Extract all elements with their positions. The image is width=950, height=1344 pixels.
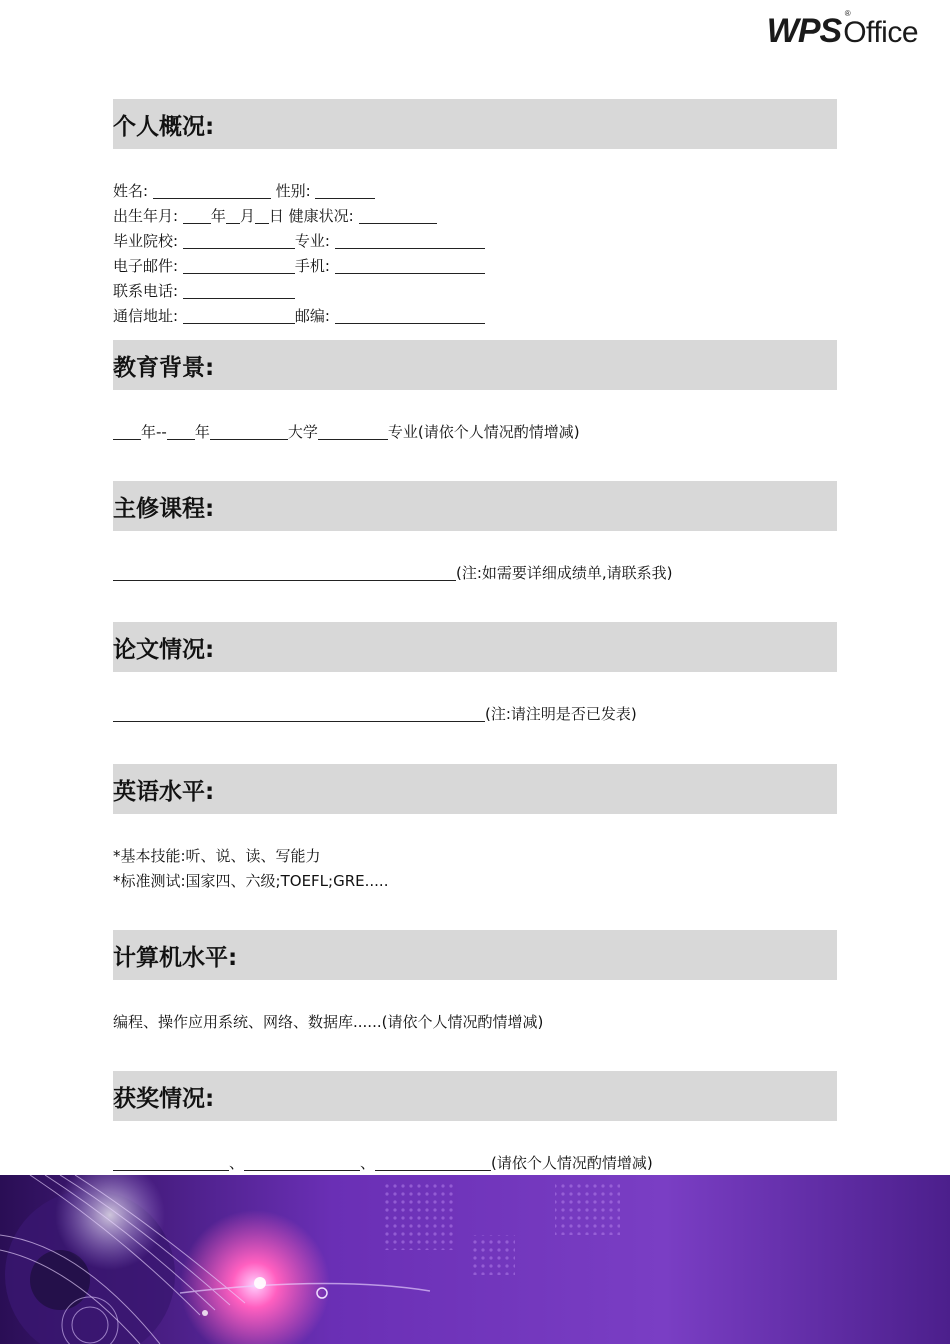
label-year: 年	[210, 207, 226, 225]
label-mobile: 手机:	[294, 257, 330, 275]
english-lines	[113, 844, 388, 894]
label-gender: 性别:	[275, 182, 311, 200]
label-major: 专业:	[294, 232, 330, 250]
blank-mobile[interactable]	[335, 256, 485, 274]
label-email: 电子邮件:	[113, 257, 179, 275]
edu-major-note: 专业(请依个人情况酌情增减)	[387, 423, 580, 441]
section-computer	[113, 930, 837, 980]
blank-health[interactable]	[359, 206, 437, 224]
courses-line	[113, 561, 673, 586]
english-standard-tests: *标准测试:国家四、六级;TOEFL;GRE.....	[113, 872, 389, 890]
row-phone	[113, 279, 485, 304]
label-name: 姓名:	[113, 182, 149, 200]
edu-year-2: 年	[194, 423, 210, 441]
english-basic-skills: *基本技能:听、说、读、写能力	[113, 847, 321, 865]
logo-office-text: Office	[843, 16, 918, 49]
section-courses	[113, 481, 837, 531]
row-school-major	[113, 229, 485, 254]
logo-wps-text: WPS	[766, 12, 842, 50]
blank-university[interactable]	[210, 422, 288, 440]
label-health: 健康状况:	[288, 207, 354, 225]
label-birth: 出生年月:	[113, 207, 179, 225]
blank-email[interactable]	[183, 256, 295, 274]
section-awards	[113, 1071, 837, 1121]
label-day: 日	[268, 207, 284, 225]
computer-line	[113, 1010, 543, 1035]
blank-birth-day[interactable]	[255, 206, 269, 224]
row-email-mobile	[113, 254, 485, 279]
label-postcode: 邮编:	[294, 307, 330, 325]
edu-year-1: 年--	[141, 423, 167, 441]
thesis-line	[113, 702, 637, 727]
section-education	[113, 340, 837, 390]
section-title-courses: 主修课程:	[113, 481, 837, 531]
label-phone: 联系电话:	[113, 282, 179, 300]
section-title-thesis: 论文情况:	[113, 622, 837, 672]
blank-edu-major[interactable]	[318, 422, 388, 440]
row-birth-health	[113, 204, 485, 229]
row-name-gender	[113, 179, 485, 204]
awards-line	[113, 1151, 653, 1176]
blank-thesis[interactable]	[113, 704, 485, 722]
blank-school[interactable]	[183, 231, 295, 249]
computer-text: 编程、操作应用系统、网络、数据库......(请依个人情况酌情增减)	[113, 1013, 544, 1031]
thesis-note: (注:请注明是否已发表)	[485, 705, 637, 723]
blank-phone[interactable]	[183, 281, 295, 299]
blank-name[interactable]	[153, 181, 271, 199]
banner-graphic	[0, 1175, 950, 1344]
blank-gender[interactable]	[315, 181, 375, 199]
blank-award-3[interactable]	[375, 1153, 491, 1171]
decorative-banner	[0, 1175, 950, 1344]
blank-postcode[interactable]	[335, 306, 485, 324]
wps-office-logo	[766, 9, 918, 50]
label-address: 通信地址:	[113, 307, 179, 325]
blank-award-1[interactable]	[113, 1153, 229, 1171]
edu-university: 大学	[287, 423, 318, 441]
blank-address[interactable]	[183, 306, 295, 324]
blank-major[interactable]	[335, 231, 485, 249]
section-title-education: 教育背景:	[113, 340, 837, 390]
row-address-postcode	[113, 304, 485, 329]
personal-fields	[113, 179, 485, 329]
award-sep-1: 、	[229, 1154, 245, 1172]
awards-note: (请依个人情况酌情增减)	[491, 1154, 653, 1172]
label-school: 毕业院校:	[113, 232, 179, 250]
courses-note: (注:如需要详细成绩单,请联系我)	[456, 564, 673, 582]
section-english	[113, 764, 837, 814]
blank-edu-end[interactable]	[167, 422, 195, 440]
label-month: 月	[239, 207, 255, 225]
blank-birth-month[interactable]	[226, 206, 240, 224]
section-thesis	[113, 622, 837, 672]
section-title-computer: 计算机水平:	[113, 930, 837, 980]
blank-edu-start[interactable]	[113, 422, 141, 440]
section-title-personal: 个人概况:	[113, 99, 837, 149]
education-line	[113, 420, 580, 445]
blank-award-2[interactable]	[244, 1153, 360, 1171]
section-personal	[113, 99, 837, 149]
section-title-english: 英语水平:	[113, 764, 837, 814]
logo-registered-mark: ®	[844, 9, 851, 18]
section-title-awards: 获奖情况:	[113, 1071, 837, 1121]
award-sep-2: 、	[360, 1154, 376, 1172]
blank-courses[interactable]	[113, 563, 456, 581]
blank-birth-year[interactable]	[183, 206, 211, 224]
